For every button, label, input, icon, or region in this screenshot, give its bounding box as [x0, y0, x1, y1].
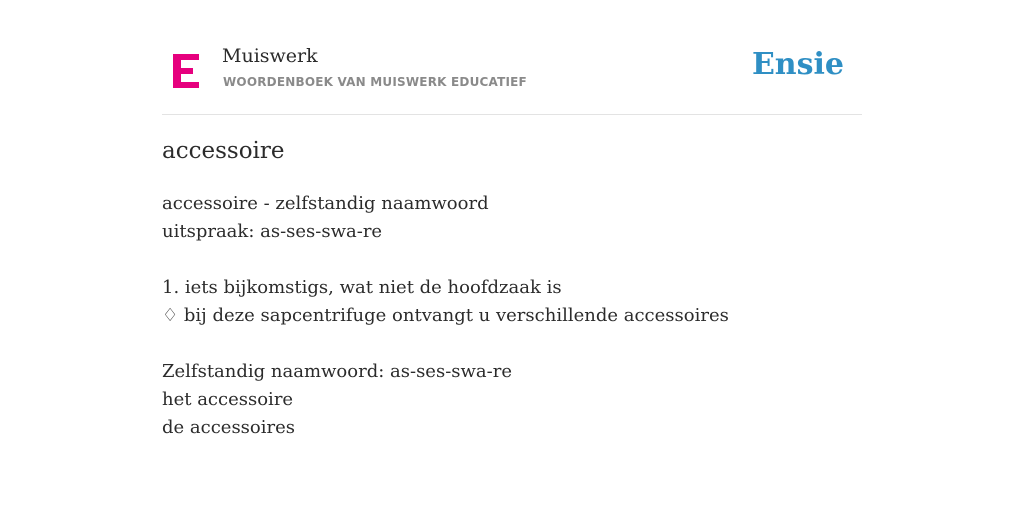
pronunciation-line: uitspraak: as-ses-swa-re: [162, 221, 383, 242]
blank-line: [162, 330, 862, 358]
brand-subtitle: WOORDENBOEK VAN MUISWERK EDUCATIEF: [223, 75, 527, 89]
example-line: ♢ bij deze sapcentrifuge ontvangt u verschillende accessoires: [162, 305, 729, 326]
blank-line: [162, 246, 862, 274]
plural-form-line: de accessoires: [162, 417, 296, 438]
word-type-line: accessoire - zelfstandig naamwoord: [162, 193, 489, 214]
muiswerk-logo-icon[interactable]: [173, 54, 199, 88]
muiswerk-e-icon: [173, 54, 199, 88]
ensie-logo-link[interactable]: Ensie: [751, 47, 844, 82]
brand-name-link[interactable]: Muiswerk: [222, 45, 318, 67]
page-title: accessoire: [162, 138, 285, 164]
definition-content: [162, 190, 862, 442]
noun-heading-line: Zelfstandig naamwoord: as-ses-swa-re: [162, 361, 512, 382]
header: [162, 0, 862, 115]
singular-form-line: het accessoire: [162, 389, 294, 410]
definition-line: 1. iets bijkomstigs, wat niet de hoofdzaak is: [162, 277, 562, 298]
